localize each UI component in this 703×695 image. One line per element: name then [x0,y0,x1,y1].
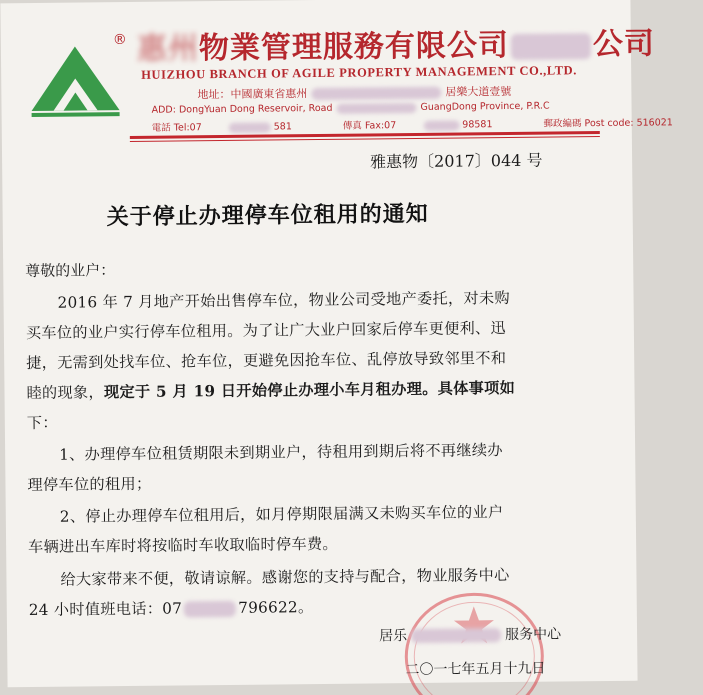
address-en-prefix: ADD: DongYuan Dong Reservoir, Road [151,102,333,116]
list-item-line: 理停车位的租用； [27,474,152,495]
list-item-line: 车辆进出车库时将按临时车收取临时停车费。 [28,534,338,557]
closing-line [29,596,314,620]
paragraph-line: 2016 年 7 月地产开始出售停车位，物业公司受地产委托，对未购 [57,288,511,312]
phone-suffix: 796622。 [238,598,314,617]
paragraph-line [26,377,515,403]
redaction-blur [336,102,416,113]
redaction-blur [229,122,271,132]
paragraph-emphasis: 现定于 5 月 19 日开始停止办理小车月租办理。具体事项如 [103,378,516,402]
paragraph-line: 下： [26,413,58,433]
closing-line: 给大家带来不便，敬请谅解。感谢您的支持与配合，物业服务中心 [60,566,510,589]
document-title: 关于停止办理停车位租用的通知 [106,200,429,231]
address-cn-prefix: 地址：中國廣東省惠州 [197,87,308,102]
address-cn [197,83,511,102]
company-name-start: 惠州 [136,31,200,67]
contact-line [152,114,697,134]
list-item-line: 1、办理停车位租赁期限未到期业户，待租用到期后将不再继续办 [59,441,503,464]
document-number: 雅惠物〔2017〕044 号 [370,150,543,172]
phone-prefix: 24 小时值班电话：07 [28,599,183,620]
signature-org-suffix: 服务中心 [504,626,562,644]
fax-label: 傳真 Fax:07 [342,120,397,132]
agile-triangle-logo [23,32,124,123]
signature-org-prefix: 居乐 [379,628,408,645]
paragraph-line: 买车位的业户实行停车位租用。为了让广大业户回家后停车更便利、迅 [25,319,507,343]
list-item-line: 2、停止办理停车位租用后，如月停期限届满又未购买车位的业户 [59,503,504,526]
redaction-blur [411,628,501,643]
fax [343,119,517,132]
signature-org [379,623,561,645]
company-name-end: 公司 [592,26,656,63]
postcode: 郵政編碼 Post code: 516021 [543,117,673,130]
redaction-blur [511,33,591,60]
redaction-blur [423,120,459,130]
phone [152,121,316,134]
salutation: 尊敬的业户： [25,261,116,281]
phone-tail: 581 [273,121,292,133]
registered-mark: ® [112,31,127,49]
redaction-blur [184,601,236,618]
address-en-suffix: GuangDong Province, P.R.C [420,100,550,113]
phone-label: 電話 Tel:07 [151,122,202,134]
company-name-cn [137,18,655,67]
signature-date: 二〇一七年五月十九日 [405,660,546,679]
fax-tail: 98581 [462,119,493,131]
paragraph-line: 捷，无需到处找车位、抢车位，更避免因抢车位、乱停放导致邻里不和 [26,349,507,373]
company-name-mid: 物業管理服務有限公司 [198,27,510,67]
company-name-en: HUIZHOU BRANCH OF AGILE PROPERTY MANAGEMENT CO.,LTD. [141,63,578,82]
redaction-blur [311,87,441,100]
address-cn-suffix: 居樂大道壹號 [445,84,512,99]
paragraph-text: 睦的现象， [26,383,105,403]
address-en [152,101,550,116]
